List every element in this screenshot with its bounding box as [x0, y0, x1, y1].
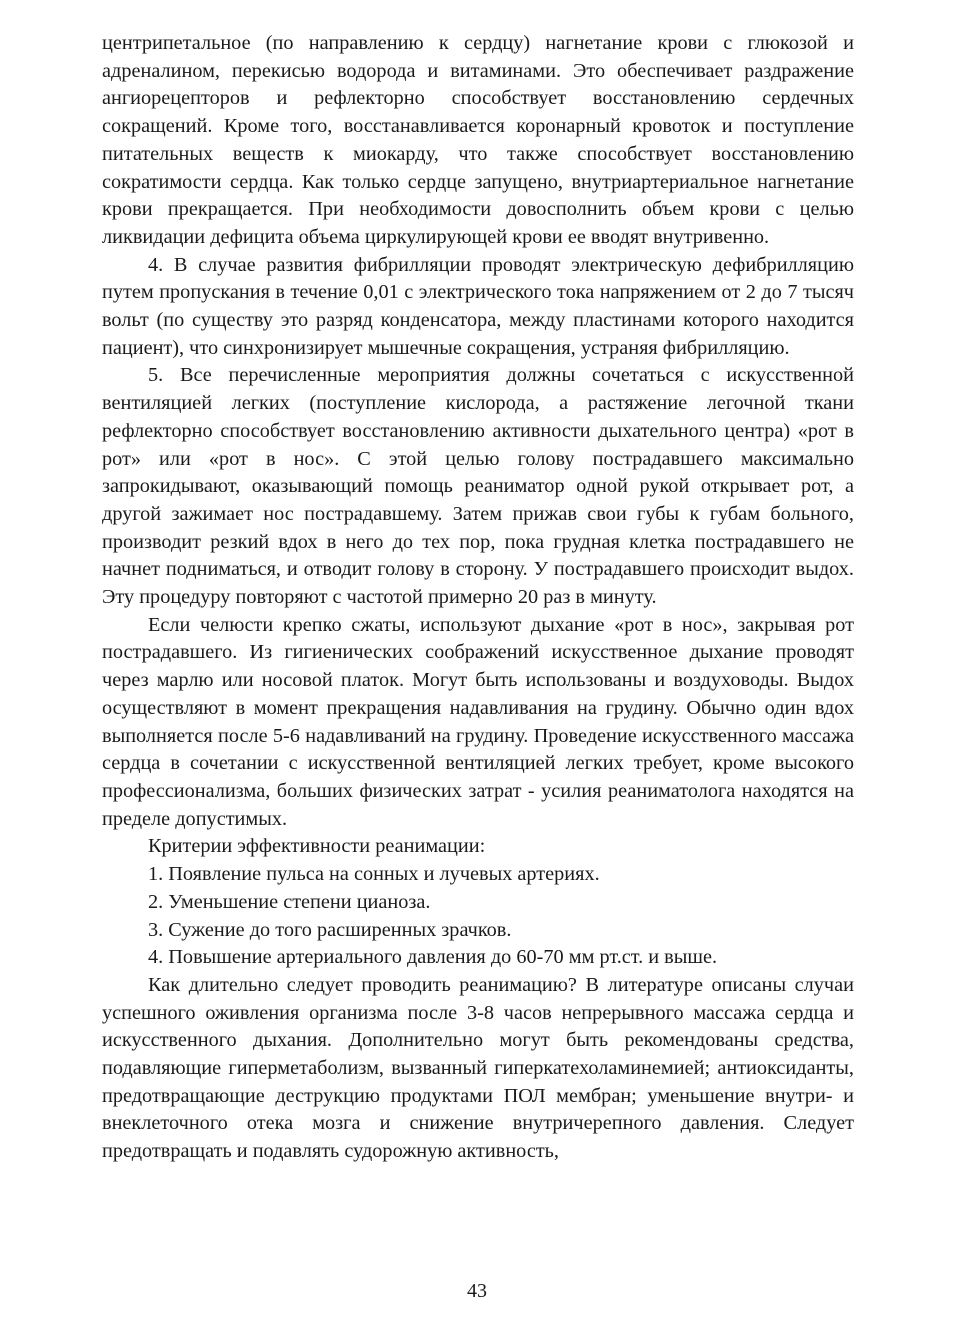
paragraph-duration: Как длительно следует проводить реанимацию? В литературе описаны случаи успешного оживления организма после 3-8 часов непрерывного массажа сердца и искусственного дыхания. Дополнительно могут быть рекомендованы средства, подавляющие гиперметаболизм, вызванный гиперкатехоламинемией; антиоксиданты, предотвращающие деструкцию продуктами ПОЛ мембран; уменьшение внутри- и внеклеточного отека мозга и снижение внутричерепного давления. Следует предотвращать и подавлять судорожную активность, — [102, 973, 854, 1163]
paragraph-defibrillation: 4. В случае развития фибрилляции проводят электрическую дефибрилляцию путем пропускания в течение 0,01 с электрического тока напряжением от 2 до 7 тысяч вольт (по существу это разряд конденсатора, между пластинами которого находится пациент), что синхронизирует мышечные сокращения, устраняя фибрилляцию. — [102, 253, 854, 359]
paragraph-criteria-heading: Критерии эффективности реанимации: — [148, 835, 486, 858]
paragraph-continuation: центрипетальное (по направлению к сердцу) нагнетание крови с глюкозой и адреналином, перекисью водорода и витаминами. Это обеспечивает раздражение ангиорецепторов и рефлекторно способствует восстановлению сердечных сокращений. Кроме того, восстанавливается коронарный кровоток и поступление питательных веществ к миокарду, что также способствует восстановлению сократимости сердца. Как только сердце запущено, внутриартериальное нагнетание крови прекращается. При необходимости довосполнить объем крови с целью ликвидации дефицита объема циркулирующей крови ее вводят внутривенно. — [102, 32, 854, 248]
criteria-item-1: 1. Появление пульса на сонных и лучевых артериях. — [148, 863, 600, 886]
paragraph-ventilation: 5. Все перечисленные мероприятия должны сочетаться с искусственной вентиляцией легких (поступление кислорода, а растяжение легочной ткани рефлекторно способствует восстановлению активности дыхательного центра) «рот в рот» или «рот в нос». С этой целью голову пострадавшего максимально запрокидывают, оказывающий помощь реаниматор одной рукой открывает рот, а другой зажимает нос пострадавшему. Затем прижав свои губы к губам больного, производит резкий вдох в него до тех пор, пока грудная клетка пострадавшего не начнет подниматься, и отводит голову в сторону. У пострадавшего происходит выдох. Эту процедуру повторяют с частотой примерно 20 раз в минуту. — [102, 364, 854, 609]
criteria-item-3: 3. Сужение до того расширенных зрачков. — [148, 918, 512, 941]
document-page — [102, 30, 854, 1166]
criteria-item-4: 4. Повышение артериального давления до 60-70 мм рт.ст. и выше. — [148, 946, 718, 969]
paragraph-jaws-clenched: Если челюсти крепко сжаты, используют дыхание «рот в нос», закрывая рот пострадавшего. Из гигиенических соображений искусственное дыхание проводят через марлю или носовой платок. Могут быть использованы и воздуховоды. Выдох осуществляют в момент прекращения надавливания на грудину. Обычно один вдох выполняется после 5-6 надавливаний на грудину. Проведение искусственного массажа сердца в сочетании с искусственной вентиляцией легких требует, кроме высокого профессионализма, больших физических затрат - усилия реаниматолога находятся на пределе допустимых. — [102, 613, 854, 830]
criteria-item-2: 2. Уменьшение степени цианоза. — [148, 890, 431, 913]
page-number: 43 — [467, 1280, 487, 1302]
